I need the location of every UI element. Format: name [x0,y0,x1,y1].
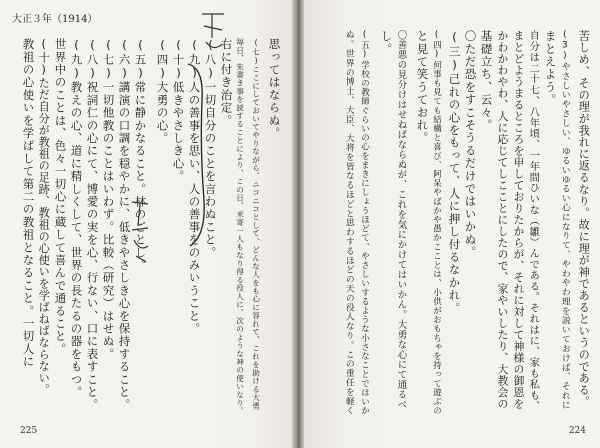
handwritten-annotation [128,196,152,266]
text-column: 毎日、朱書き事を読することにより、この日、米寄一人もなり得る役人に、次のような神の使いなり。 [235,38,245,416]
page-number-right: 224 [568,426,586,436]
text-column: まとどようまるところを申しておりたからが、それに対して神様の御恩を [511,30,525,410]
text-column: (五)学校の教師ぐらいの心をまきにしょうほどて、やさしいするような小さなことではいか [359,30,370,416]
text-column: (九)教えの心、道に精しくして、世界の長たるの器をもつ。 [69,38,84,399]
text-column: (七)一切他教のことはいわず。比較（研究）はせぬ。 [101,38,116,361]
handwritten-bracket [180,60,220,250]
text-column: (四)大勇の心。 [155,38,170,145]
text-column: 自分は二十七、八年頃、一年間ひいな（雛）んである。それはに、家も私も、 [527,30,540,412]
page-number-left: 225 [20,426,38,436]
text-column: し。 [379,30,394,56]
text-column: 教祖の心使いを学ばして第二の教祖となること。一切人に [21,38,36,369]
right-page [304,0,600,448]
handwritten-mark [196,8,230,58]
text-column: 〇ただ恐をすこそうるだけではいかぬ。 [463,30,478,259]
text-column: (六)講演の口調を穏やかに、低きやさしき心を保持すること。 [117,38,132,412]
text-column: (四)何事も見ても結構と喜び、阿呆やばかや愚かこことは、小供がおもちゃを持って遊ぶの [431,30,442,416]
text-column: (八)祝詞仁の心にて、博愛の実を心、行ない、口に表すこと。 [85,38,100,412]
left-page [0,0,292,448]
text-column: まとえよう。 [543,30,558,107]
text-column: (三)己れの心をもって、人に押し付るなかれ。 [447,30,462,315]
text-column: (九)人の善事を思い、人の善事をのみいうこと。 [187,38,202,336]
text-column: (十)低きやさしき心。 [171,38,186,183]
text-column: かわかわやわ、人に応じてしこことにしたので、家やいしたり、大教会の [495,30,509,410]
text-column: (3)やさしいやさしい、ゆるいゆるい心になりて、やわやわ理を説いておけば、それに [559,30,570,410]
text-column: (五)常に静かなること。林のごとし。 [133,38,148,272]
text-column: ぬ。世界の博士、大臣、大将を皆なるほどと思わするほどの天の役人なり。この重任を軽く [343,30,354,416]
running-head: 大正３年（1914） [12,14,98,25]
text-column: (十)ただ自分が教祖の足跡、教祖の心使いを学ばねばならない。 [37,38,51,396]
text-column: 基礎立ち、云々。 [479,30,494,132]
book-gutter [292,0,304,448]
text-column: と見て笑うておれ。 [415,30,430,145]
text-column: 苦しめ、その理が我れに返るなり。故に理が神であるというのである。 [577,30,591,408]
text-column: (七)ここにしておいてやりながら、ニコニコとして、どんな人をも心に容れて、これを助ける大勇 [251,38,261,410]
text-column: 〇善悪の見分けはせねばならぬが、これを気にかけてはいかん。大勇な心にて通るべ [395,30,407,410]
text-column: 世界中のことは、色々一切心に蔵して喜んで通ること。 [53,38,68,356]
text-column: 思ってはならぬ。 [267,38,282,140]
text-column: (八)一切自分のことを言わぬこと。 [203,38,218,259]
text-column: 右に付き治定。 [219,38,234,127]
